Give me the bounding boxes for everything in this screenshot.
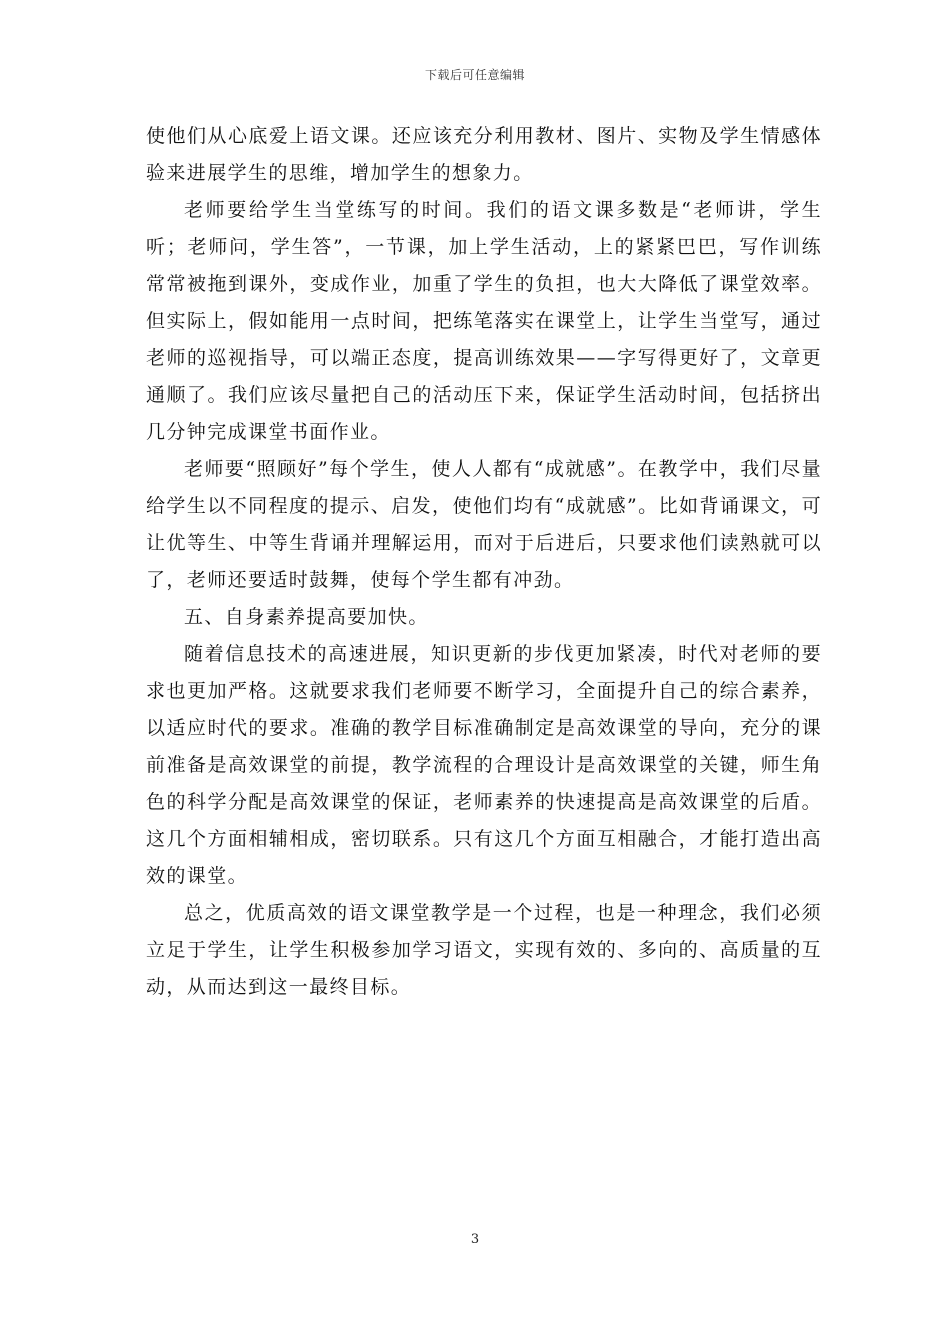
section-heading-5: 五、自身素养提高要加快。 (184, 606, 429, 628)
body-text (146, 118, 822, 1006)
paragraph-1: 使他们从心底爱上语文课。还应该充分利用教材、图片、实物及学生情感体验来进展学生的思维，增加学生的想象力。 (146, 125, 822, 184)
paragraph-2: 老师要给学生当堂练写的时间。我们的语文课多数是“老师讲，学生听；老师问，学生答”，一节课，加上学生活动，上的紧紧巴巴，写作训练常常被拖到课外，变成作业，加重了学生的负担，也大大降低了课堂效率。但实际上，假如能用一点时间，把练笔落实在课堂上，让学生当堂写，通过老师的巡视指导，可以端正态度，提高训练效果——字写得更好了，文章更通顺了。我们应该尽量把自己的活动压下来，保证学生活动时间，包括挤出几分钟完成课堂书面作业。 (146, 199, 822, 443)
paragraph-3: 老师要“照顾好”每个学生，使人人都有“成就感”。在教学中，我们尽量给学生以不同程度的提示、启发，使他们均有“成就感”。比如背诵课文，可让优等生、中等生背诵并理解运用，而对于后进后，只要求他们读熟就可以了，老师还要适时鼓舞，使每个学生都有冲劲。 (146, 458, 822, 591)
page-number: 3 (470, 1232, 480, 1247)
paragraph-6: 总之，优质高效的语文课堂教学是一个过程，也是一种理念，我们必须立足于学生，让学生积极参加学习语文，实现有效的、多向的、高质量的互动，从而达到这一最终目标。 (146, 902, 822, 998)
page-header: 下载后可任意编辑 (424, 68, 525, 82)
paragraph-5: 随着信息技术的高速进展，知识更新的步伐更加紧凑，时代对老师的要求也更加严格。这就要求我们老师要不断学习，全面提升自己的综合素养，以适应时代的要求。准确的教学目标准确制定是高效课堂的导向，充分的课前准备是高效课堂的前提，教学流程的合理设计是高效课堂的关键，师生角色的科学分配是高效课堂的保证，老师素养的快速提高是高效课堂的后盾。这几个方面相辅相成，密切联系。只有这几个方面互相融合，才能打造出高效的课堂。 (146, 643, 822, 887)
